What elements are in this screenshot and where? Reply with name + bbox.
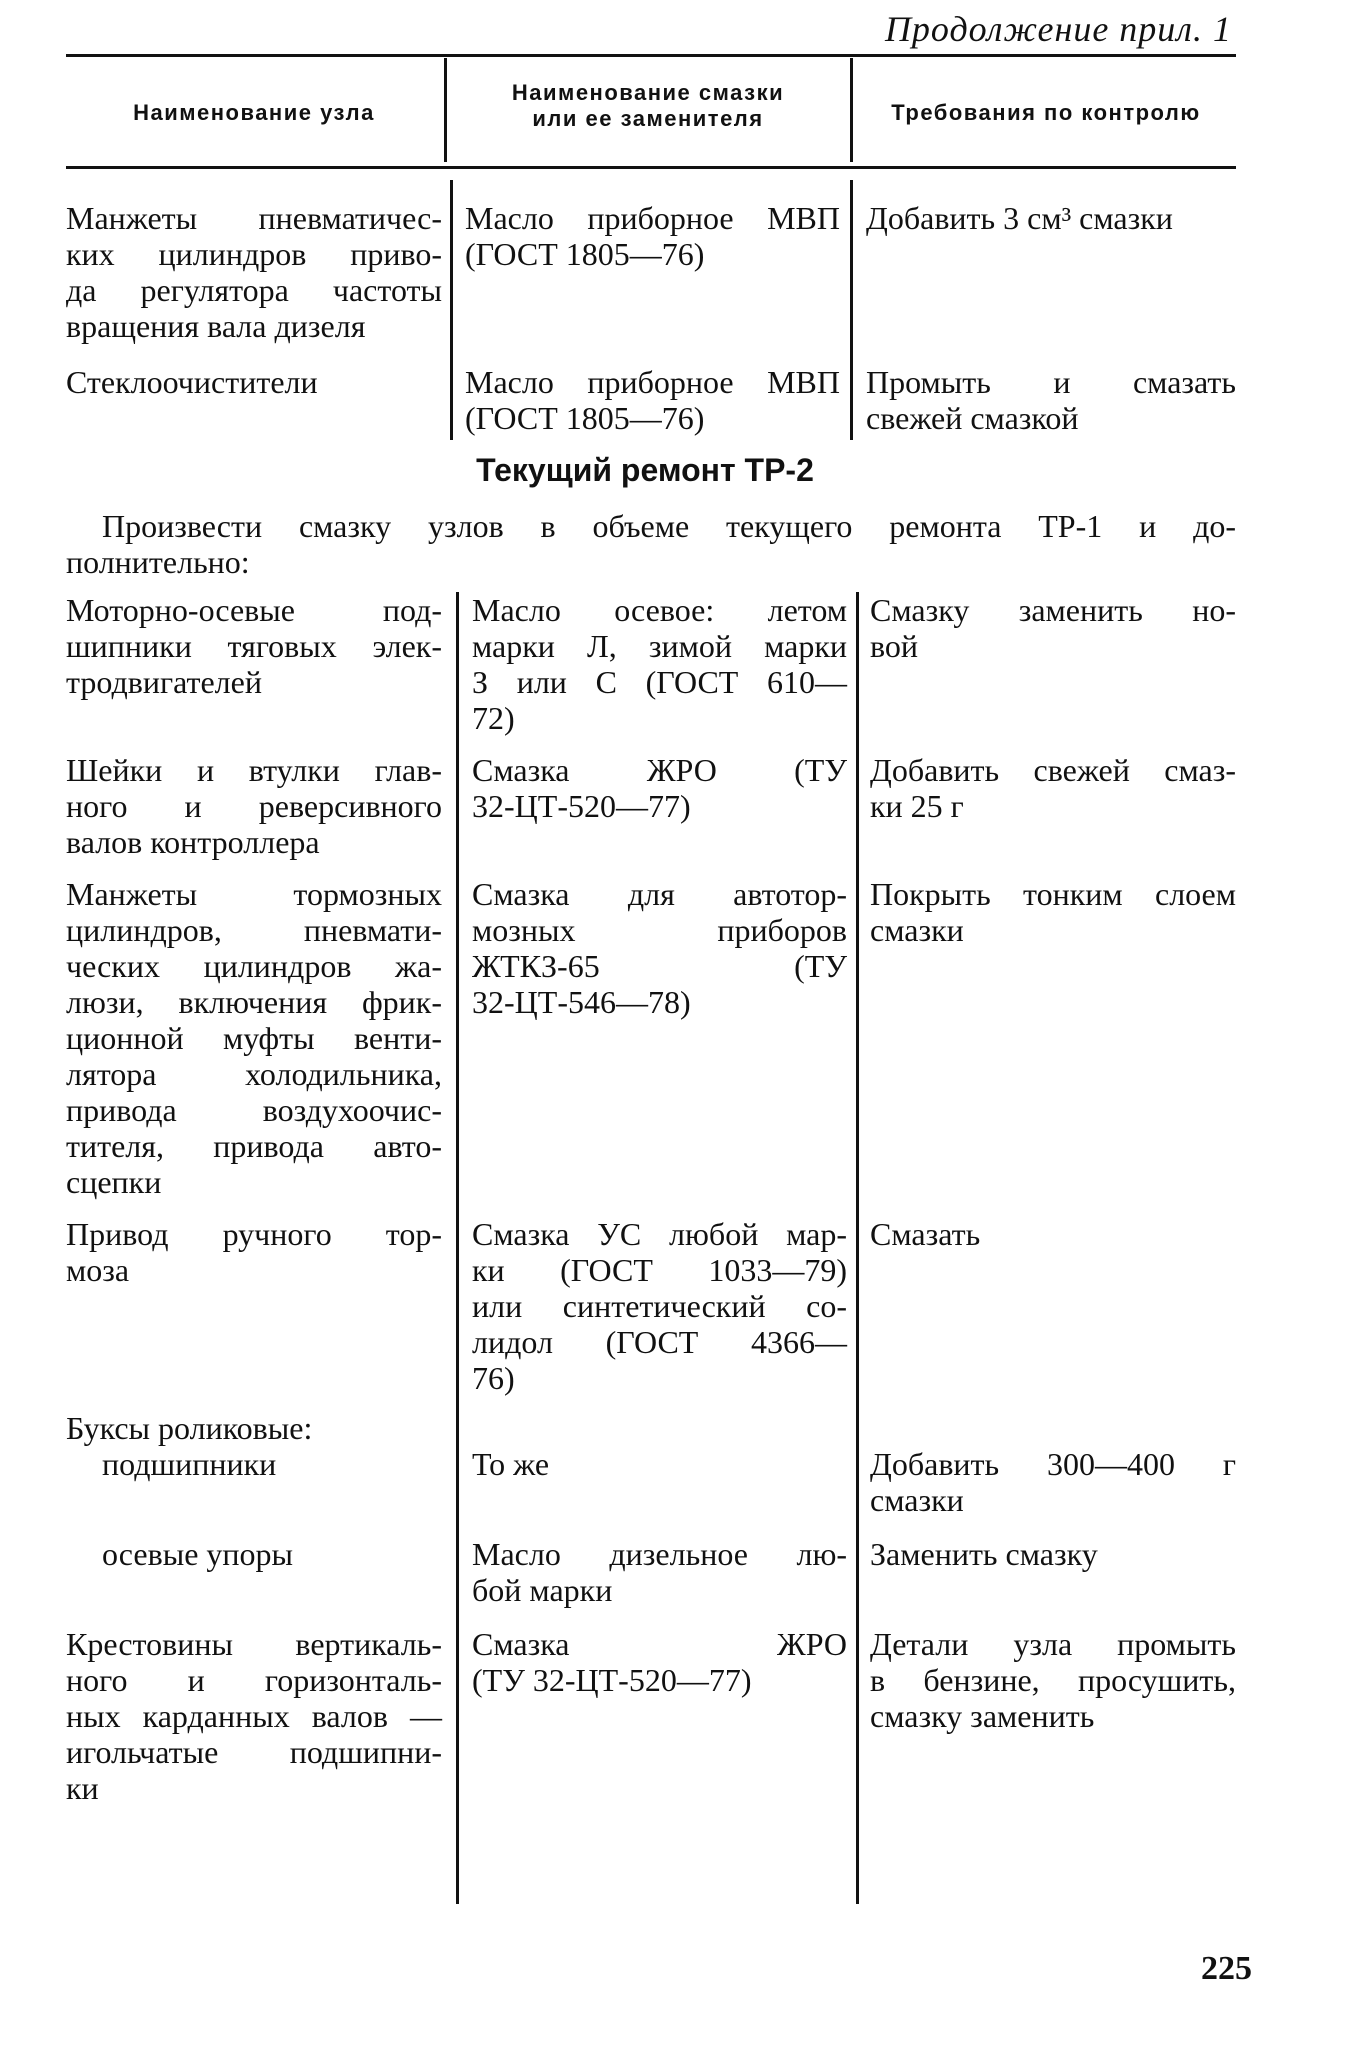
cell-line: бой марки — [472, 1572, 613, 1608]
cell-control — [870, 1626, 1236, 1734]
cell-line: тителя, привода авто- — [66, 1128, 442, 1164]
header-lubricant-line: или ее заменителя — [532, 106, 764, 132]
cell-control — [870, 1536, 1236, 1572]
cell-line: ких цилиндров приво- — [66, 236, 442, 272]
cell-line: Масло приборное МВП — [465, 364, 840, 400]
cell-control — [866, 364, 1236, 436]
cell-line: Промыть и смазать — [866, 364, 1236, 400]
cell-line: Смазка ЖРО (ТУ — [472, 752, 847, 788]
cell-lubricant — [472, 1446, 847, 1482]
cell-line: осевые упоры — [102, 1536, 294, 1572]
cell-line: Смазка ЖРО — [472, 1626, 847, 1662]
cell-line: (ГОСТ 1805—76) — [465, 400, 705, 436]
column-divider-1 — [444, 58, 447, 162]
cell-line: марки Л, зимой марки — [472, 628, 847, 664]
cell-node-name — [66, 1626, 442, 1806]
cell-line: Покрыть тонким слоем — [870, 876, 1236, 912]
cell-line: 32-ЦТ-520—77) — [472, 788, 691, 824]
header-lubricant-line: Наименование смазки — [511, 80, 785, 105]
cell-line: игольчатые подшипни- — [66, 1734, 442, 1770]
cell-line: Масло дизельное лю- — [472, 1536, 847, 1572]
cell-line: (ТУ 32-ЦТ-520—77) — [472, 1662, 752, 1698]
cell-lubricant — [472, 1626, 847, 1698]
section-intro-line: полнительно: — [66, 544, 250, 580]
column-divider-2 — [856, 592, 859, 1904]
cell-node-name — [66, 200, 442, 344]
cell-line: 72) — [472, 700, 515, 736]
cell-line: Детали узла промыть — [870, 1626, 1236, 1662]
cell-line: смазки — [870, 1482, 964, 1518]
cell-line: Смазать — [870, 1216, 981, 1252]
cell-line: вой — [870, 628, 919, 664]
cell-line: Добавить 300—400 г — [870, 1446, 1236, 1482]
cell-line: смазку заменить — [870, 1698, 1095, 1734]
cell-lubricant — [465, 364, 840, 436]
cell-line: Манжеты пневматичес- — [66, 200, 442, 236]
column-divider-2 — [850, 58, 853, 162]
cell-lubricant — [472, 1216, 847, 1396]
cell-line: ческих цилиндров жа- — [66, 948, 442, 984]
cell-node-name — [66, 1410, 442, 1446]
cell-line: Масло осевое: летом — [472, 592, 847, 628]
cell-node-name — [66, 592, 442, 700]
cell-line: З или С (ГОСТ 610— — [472, 664, 847, 700]
cell-line: Моторно-осевые под- — [66, 592, 442, 628]
cell-node-name — [66, 876, 442, 1200]
cell-line: ных карданных валов — — [66, 1698, 442, 1734]
cell-line: лидол (ГОСТ 4366— — [472, 1324, 847, 1360]
cell-control — [870, 1446, 1236, 1518]
cell-control — [870, 1216, 1236, 1252]
cell-line: Манжеты тормозных — [66, 876, 442, 912]
cell-line: Буксы роликовые: — [66, 1410, 313, 1446]
column-divider-2 — [850, 180, 853, 440]
cell-line: Добавить 3 см³ смазки — [866, 200, 1173, 236]
cell-line: ного и горизонталь- — [66, 1662, 442, 1698]
cell-line: ки — [66, 1770, 99, 1806]
cell-line: свежей смазкой — [866, 400, 1079, 436]
column-divider-1 — [450, 180, 453, 440]
cell-line: Привод ручного тор- — [66, 1216, 442, 1252]
cell-lubricant — [465, 200, 840, 272]
cell-line: вращения вала дизеля — [66, 308, 366, 344]
cell-line: Заменить смазку — [870, 1536, 1098, 1572]
header-control-requirements: Требования по контролю — [891, 100, 1201, 125]
cell-line: да регулятора частоты — [66, 272, 442, 308]
cell-line: 32-ЦТ-546—78) — [472, 984, 691, 1020]
cell-line: сцепки — [66, 1164, 162, 1200]
cell-line: тродвигателей — [66, 664, 262, 700]
section-intro — [66, 508, 1236, 580]
section-intro-line: Произвести смазку узлов в объеме текущего ремонта ТР-1 и до- — [102, 508, 1236, 544]
cell-line: ки 25 г — [870, 788, 964, 824]
cell-line: Масло приборное МВП — [465, 200, 840, 236]
cell-line: Крестовины вертикаль- — [66, 1626, 442, 1662]
cell-line: в бензине, просушить, — [870, 1662, 1236, 1698]
cell-control — [870, 752, 1236, 824]
cell-line: ного и реверсивного — [66, 788, 442, 824]
cell-node-name — [66, 364, 442, 400]
cell-line: валов контроллера — [66, 824, 320, 860]
header-rule — [66, 166, 1236, 169]
cell-control — [866, 200, 1236, 236]
column-divider-1 — [456, 592, 459, 1904]
cell-line: или синтетический со- — [472, 1288, 847, 1324]
cell-lubricant — [472, 876, 847, 1020]
cell-line: То же — [472, 1446, 550, 1482]
top-rule — [66, 54, 1236, 57]
cell-lubricant — [472, 592, 847, 736]
cell-line: ки (ГОСТ 1033—79) — [472, 1252, 847, 1288]
header-lubricant-name — [448, 80, 848, 133]
cell-line: смазки — [870, 912, 964, 948]
continuation-label: Продолжение прил. 1 — [884, 9, 1232, 49]
cell-node-name — [102, 1536, 442, 1572]
header-node-name: Наименование узла — [133, 100, 375, 125]
cell-line: (ГОСТ 1805—76) — [465, 236, 705, 272]
section-title: Текущий ремонт ТР-2 — [476, 452, 814, 488]
cell-line: лятора холодильника, — [66, 1056, 442, 1092]
cell-node-name — [66, 752, 442, 860]
cell-line: Добавить свежей смаз- — [870, 752, 1236, 788]
cell-node-name — [102, 1446, 442, 1482]
cell-line: мозных приборов — [472, 912, 847, 948]
page-number: 225 — [1201, 1950, 1252, 1987]
cell-line: Смазка УС любой мар- — [472, 1216, 847, 1252]
cell-line: Смазка для автотор- — [472, 876, 847, 912]
cell-line: Стеклоочистители — [66, 364, 318, 400]
cell-lubricant — [472, 752, 847, 824]
cell-line: Смазку заменить но- — [870, 592, 1236, 628]
cell-line: 76) — [472, 1360, 515, 1396]
cell-line: люзи, включения фрик- — [66, 984, 442, 1020]
cell-line: Шейки и втулки глав- — [66, 752, 442, 788]
cell-control — [870, 876, 1236, 948]
cell-control — [870, 592, 1236, 664]
cell-node-name — [66, 1216, 442, 1288]
cell-lubricant — [472, 1536, 847, 1608]
cell-line: ЖТКЗ-65 (ТУ — [472, 948, 847, 984]
cell-line: цилиндров, пневмати- — [66, 912, 442, 948]
cell-line: подшипники — [102, 1446, 277, 1482]
cell-line: ционной муфты венти- — [66, 1020, 442, 1056]
cell-line: моза — [66, 1252, 130, 1288]
cell-line: шипники тяговых элек- — [66, 628, 442, 664]
cell-line: привода воздухоочис- — [66, 1092, 442, 1128]
